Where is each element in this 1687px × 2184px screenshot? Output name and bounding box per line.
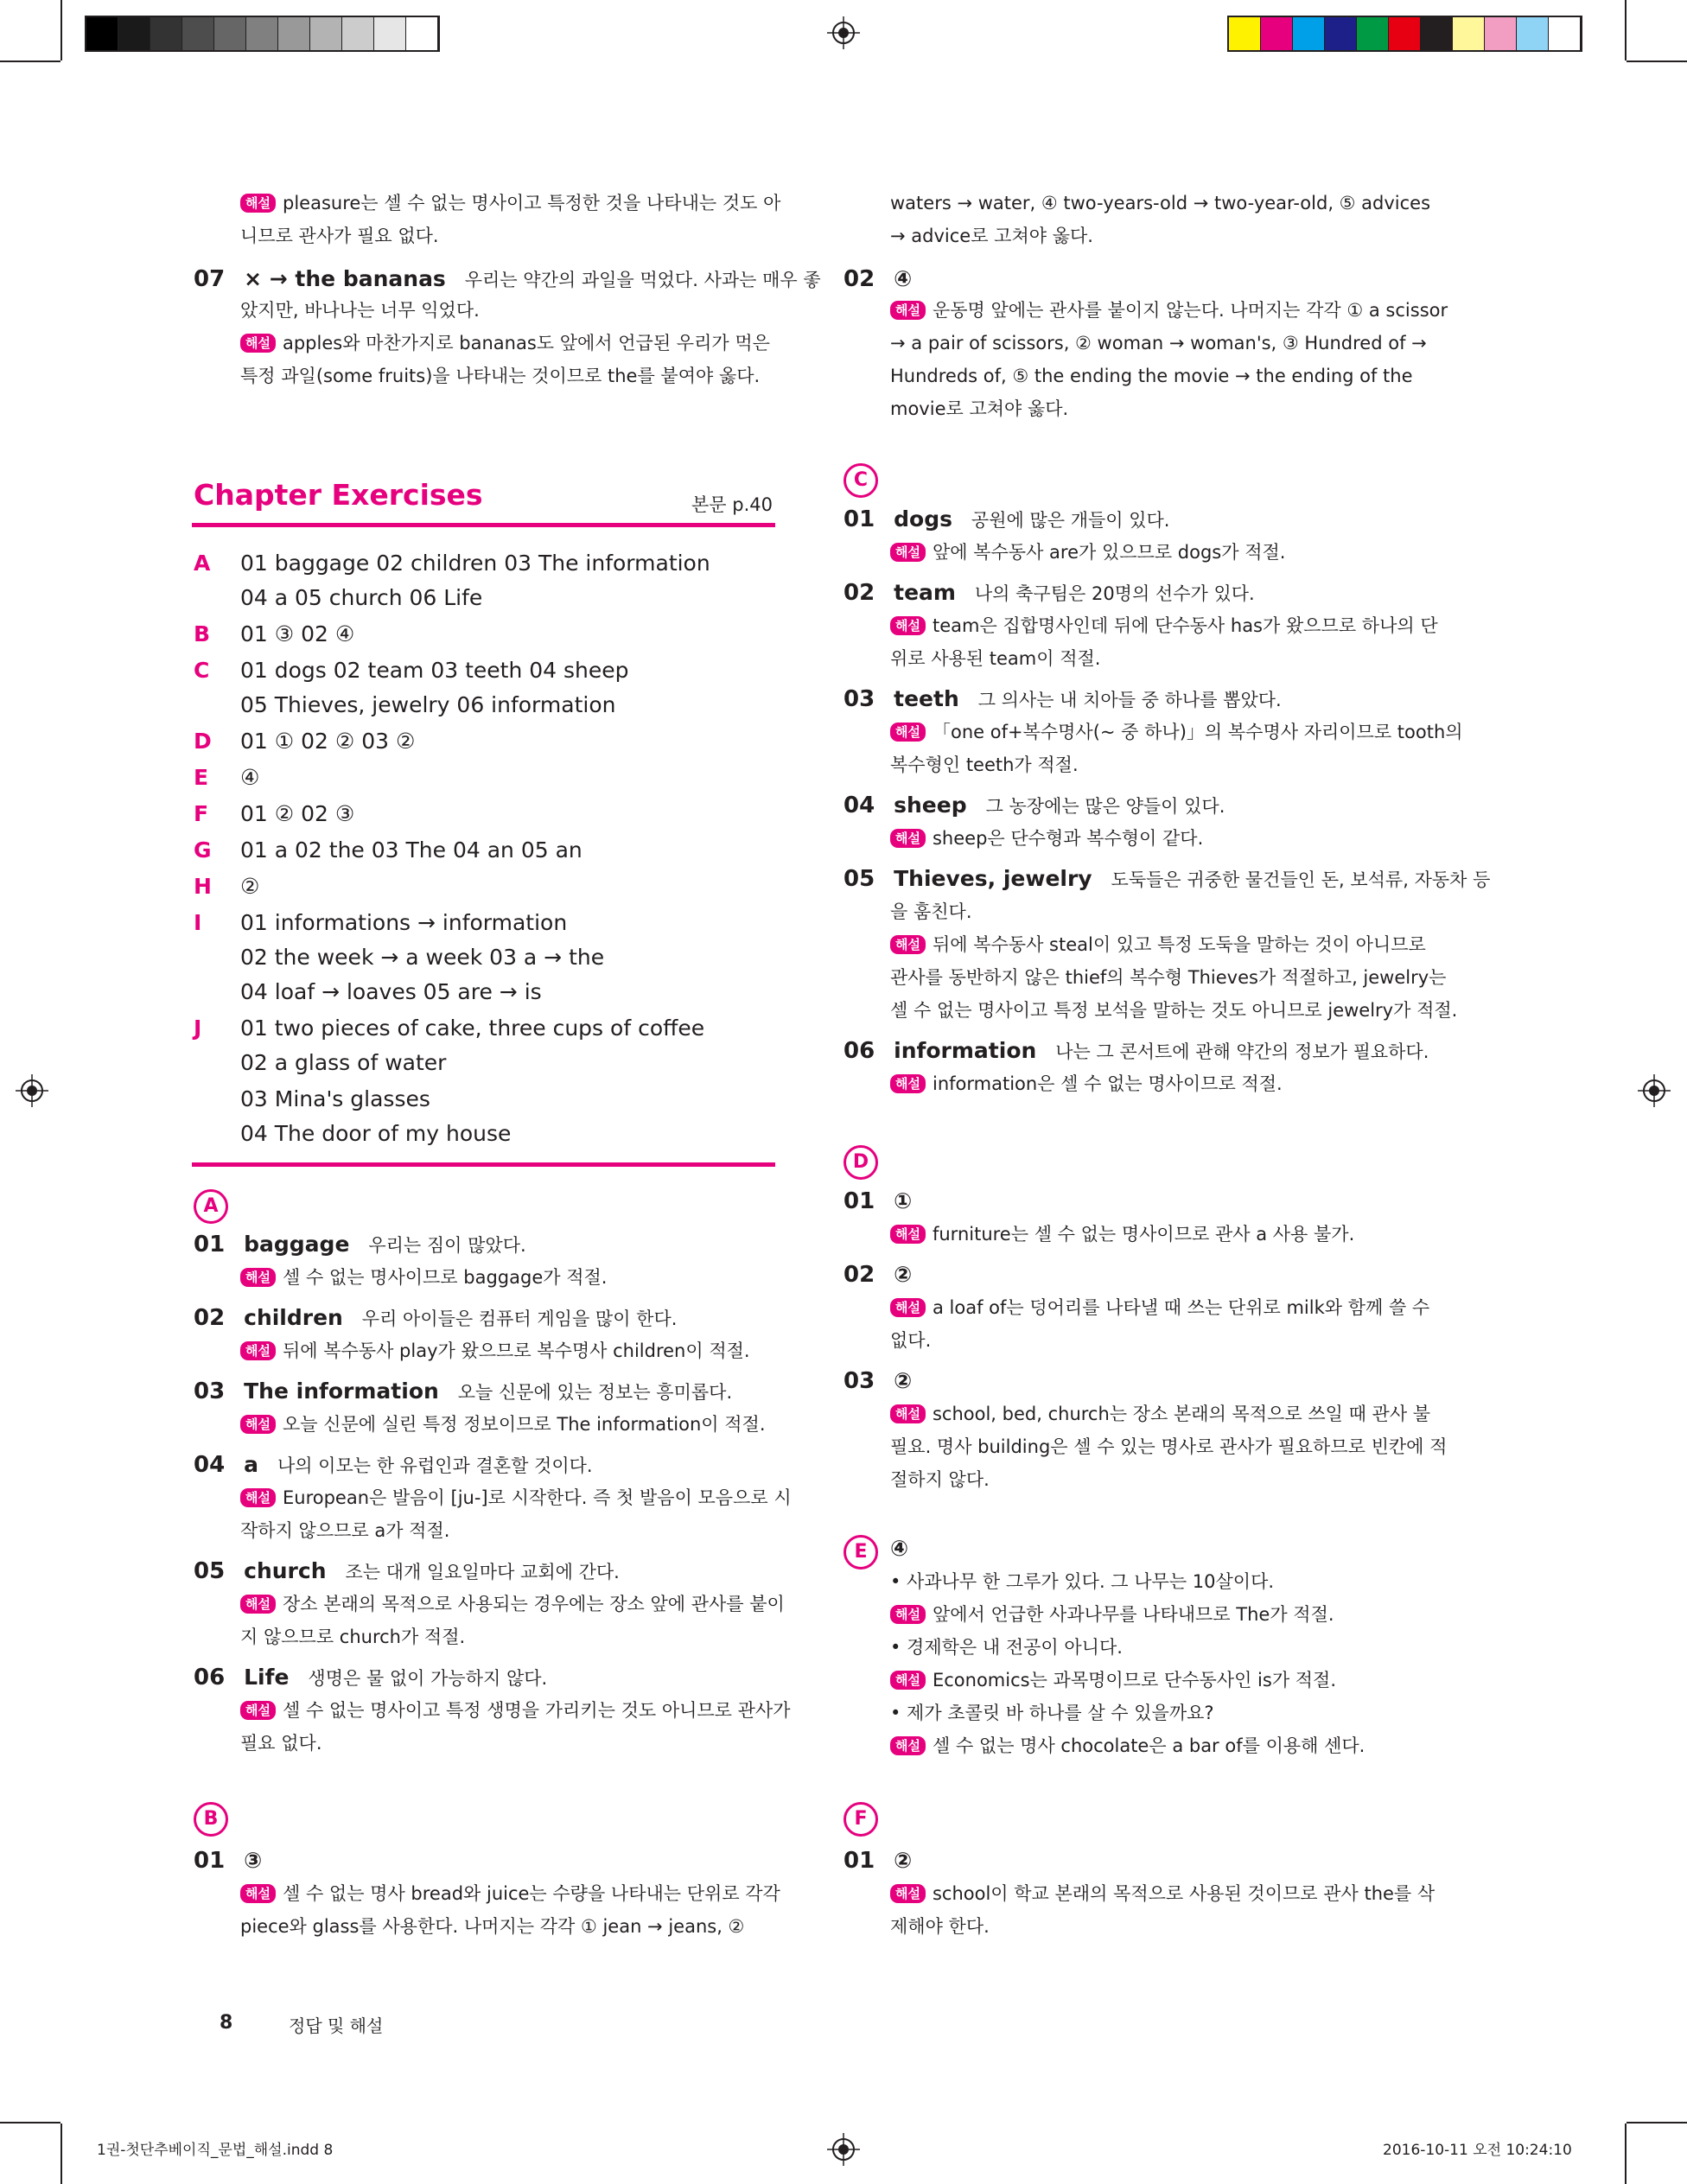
explanation-line: 해설 school이 학교 본래의 목적으로 사용된 것이므로 관사 the를 삭	[890, 1881, 1435, 1907]
summary-letter: J	[194, 1016, 202, 1041]
answer-line: 01 ②	[844, 1848, 913, 1874]
grayscale-bar	[85, 16, 440, 52]
explanation-line: 해설 앞에 복수동사 are가 있으므로 dogs가 적절.	[890, 539, 1285, 565]
explanation-tag: 해설	[890, 543, 926, 562]
summary-answers: 01 ② 02 ③	[240, 801, 355, 826]
item-number: 04	[194, 1452, 226, 1478]
answer-line	[194, 1558, 620, 1585]
e-row: 해설 Economics는 과목명이므로 단수동사인 is가 적절.	[890, 1667, 1336, 1693]
answer-line	[844, 1262, 912, 1289]
explanation-tag: 해설	[240, 1701, 276, 1720]
explanation-line: piece와 glass를 사용한다. 나머지는 각각 ① jean → jeans, ②	[240, 1916, 745, 1937]
page-number: 8	[220, 2012, 233, 2034]
translation-line: 았지만, 바나나는 너무 익었다.	[240, 300, 480, 321]
chapter-title: Chapter Exercises	[194, 478, 483, 512]
answer-line: 01 ③	[194, 1848, 263, 1874]
summary-answers: 01 two pieces of cake, three cups of coffee	[240, 1016, 705, 1041]
summary-letter: D	[194, 729, 212, 754]
item-number: 03	[844, 686, 875, 712]
explanation-tag: 해설	[890, 616, 926, 635]
item-translation: 공원에 많은 개들이 있다.	[971, 510, 1170, 531]
explanation-line: 해설 운동명 앞에는 관사를 붙이지 않는다. 나머지는 각각 ① a scissor	[890, 297, 1448, 323]
explanation-line: movie로 고쳐야 옳다.	[890, 398, 1069, 419]
explanation-line: 복수형인 teeth가 적절.	[890, 755, 1079, 775]
crop-mark	[60, 0, 62, 60]
chapter-page-ref: 본문 p.40	[691, 494, 773, 515]
explanation-tag: 해설	[890, 1736, 926, 1755]
answer-line	[844, 1038, 1429, 1065]
summary-letter: B	[194, 621, 211, 646]
explanation-line: Hundreds of, ⑤ the ending the movie → the ending of the	[890, 366, 1413, 386]
explanation-tag: 해설	[240, 1341, 276, 1360]
summary-letter: A	[194, 551, 211, 576]
item-number: 03	[844, 1368, 875, 1394]
answer-line	[194, 1665, 547, 1691]
answer-line	[194, 1379, 732, 1405]
item-number: 02	[844, 1262, 875, 1288]
answer-line	[844, 793, 1225, 819]
explanation-tag: 해설	[240, 1884, 276, 1903]
item-number: 05	[844, 866, 875, 892]
answer-line	[194, 1232, 526, 1258]
crop-mark	[60, 2124, 62, 2184]
summary-answers: 04 loaf → loaves 05 are → is	[240, 979, 542, 1004]
explanation-line: 해설 school, bed, church는 장소 본래의 목적으로 쓰일 때 관사 불	[890, 1401, 1430, 1427]
answer-line: 07 × → the bananas 우리는 약간의 과일을 먹었다. 사과는 매우 좋	[194, 266, 821, 292]
item-translation: 나의 이모는 한 유럽인과 결혼할 것이다.	[277, 1455, 593, 1476]
item-number: 06	[844, 1038, 875, 1064]
item-translation: 조는 대개 일요일마다 교회에 간다.	[345, 1562, 620, 1582]
summary-answers: 01 informations → information	[240, 910, 568, 935]
explanation-line: 제해야 한다.	[890, 1916, 990, 1937]
explanation-line: 해설 information은 셀 수 없는 명사이므로 적절.	[890, 1071, 1283, 1097]
item-answer: ①	[894, 1188, 913, 1213]
explanation-tag: 해설	[240, 1595, 276, 1614]
explanation-line: 해설 「one of+복수명사(~ 중 하나)」의 복수명사 자리이므로 tooth의	[890, 719, 1463, 745]
summary-answers: 01 baggage 02 children 03 The information	[240, 551, 710, 576]
summary-answers: ④	[240, 765, 260, 790]
explanation-line: 해설 오늘 신문에 실린 특정 정보이므로 The information이 적절.	[240, 1411, 766, 1437]
section-label-d: D	[844, 1145, 878, 1180]
explanation-line: 해설 뒤에 복수동사 steal이 있고 특정 도둑을 말하는 것이 아니므로	[890, 932, 1426, 958]
crop-mark	[0, 2122, 60, 2124]
summary-answers: 02 a glass of water	[240, 1050, 447, 1075]
explanation-tag: 해설	[890, 1298, 926, 1317]
section-label-a: A	[194, 1189, 228, 1224]
explanation-line: 절하지 않다.	[890, 1469, 990, 1490]
section-label-e: E	[844, 1535, 878, 1570]
item-number: 01	[844, 1188, 875, 1214]
explanation-line: 해설 뒤에 복수동사 play가 왔으므로 복수명사 children이 적절.	[240, 1338, 750, 1364]
summary-answers: ②	[240, 874, 260, 899]
answer-line	[194, 1452, 593, 1479]
item-translation: 나의 축구팀은 20명의 선수가 있다.	[974, 583, 1255, 604]
explanation-tag: 해설	[890, 1884, 926, 1903]
e-row: 해설 셀 수 없는 명사 chocolate은 a bar of를 이용해 센다.	[890, 1733, 1365, 1759]
chapter-rule-bottom	[192, 1162, 775, 1167]
item-number: 05	[194, 1558, 226, 1584]
item-answer: information	[894, 1038, 1037, 1063]
explanation-line: → a pair of scissors, ② woman → woman's, ③ Hundred of →	[890, 333, 1427, 353]
explanation-line: 해설 sheep은 단수형과 복수형이 같다.	[890, 825, 1203, 851]
e-row: • 경제학은 내 전공이 아니다.	[890, 1637, 1123, 1658]
item-translation: 그 농장에는 많은 양들이 있다.	[985, 796, 1225, 817]
explanation-tag: 해설	[890, 935, 926, 954]
explanation-line: waters → water, ④ two-years-old → two-year-old, ⑤ advices	[890, 193, 1431, 213]
slug-left: 1권-첫단추베이직_문법_해설.indd 8	[97, 2142, 334, 2159]
explanation-line: 필요 없다.	[240, 1733, 322, 1754]
summary-answers: 01 ③ 02 ④	[240, 621, 355, 646]
registration-mark-icon	[1638, 1074, 1671, 1107]
item-answer: children	[244, 1305, 343, 1330]
section-label-f: F	[844, 1802, 878, 1837]
item-number: 06	[194, 1665, 226, 1691]
item-translation: 생명은 물 없이 가능하지 않다.	[308, 1668, 548, 1689]
explanation-line: 해설 team은 집합명사인데 뒤에 단수동사 has가 왔으므로 하나의 단	[890, 613, 1438, 639]
crop-mark	[0, 60, 60, 62]
item-answer: dogs	[894, 506, 952, 532]
color-bar	[1227, 16, 1582, 52]
answer-line	[844, 1188, 912, 1215]
item-answer: church	[244, 1558, 327, 1583]
translation-line: 을 훔친다.	[890, 901, 972, 922]
item-answer: team	[894, 580, 956, 605]
summary-answers: 05 Thieves, jewelry 06 information	[240, 692, 616, 717]
summary-answers: 04 a 05 church 06 Life	[240, 585, 483, 610]
explanation-tag: 해설	[890, 1074, 926, 1093]
explanation-tag: 해설	[890, 301, 926, 320]
summary-letter: H	[194, 874, 212, 899]
section-e-answer: ④	[890, 1536, 909, 1561]
answer-line	[194, 1305, 677, 1332]
summary-letter: C	[194, 658, 210, 683]
item-answer: ②	[894, 1368, 913, 1393]
item-translation: 나는 그 콘서트에 관해 약간의 정보가 필요하다.	[1055, 1041, 1429, 1062]
answer-line	[844, 1368, 912, 1395]
explanation-line: 지 않으므로 church가 적절.	[240, 1627, 466, 1647]
explanation-line: 해설 셀 수 없는 명사 bread와 juice는 수량을 나타내는 단위로 각각	[240, 1881, 780, 1907]
summary-answers: 01 dogs 02 team 03 teeth 04 sheep	[240, 658, 629, 683]
summary-letter: G	[194, 837, 212, 863]
explanation-tag: 해설	[890, 1404, 926, 1423]
registration-mark-icon	[827, 2133, 860, 2166]
item-number: 04	[844, 793, 875, 818]
e-row: • 제가 초콜릿 바 하나를 살 수 있을까요?	[890, 1703, 1214, 1723]
answer-line: 02 ④	[844, 266, 913, 292]
explanation-tag: 해설	[240, 1415, 276, 1434]
e-row: • 사과나무 한 그루가 있다. 그 나무는 10살이다.	[890, 1571, 1275, 1592]
item-translation: 우리 아이들은 컴퓨터 게임을 많이 한다.	[361, 1308, 678, 1329]
summary-letter: F	[194, 801, 209, 826]
answer-line	[844, 866, 1490, 893]
slug-right: 2016-10-11 오전 10:24:10	[1383, 2142, 1572, 2159]
crop-mark	[1625, 0, 1627, 60]
item-answer: ②	[894, 1262, 913, 1287]
explanation-line: 해설 장소 본래의 목적으로 사용되는 경우에는 장소 앞에 관사를 붙이	[240, 1591, 785, 1617]
item-translation: 도둑들은 귀중한 물건들인 돈, 보석류, 자동차 등	[1111, 869, 1491, 890]
e-row: 해설 앞에서 언급한 사과나무를 나타내므로 The가 적절.	[890, 1601, 1334, 1627]
explanation-tag: 해설	[240, 1488, 276, 1507]
explanation-line: 해설 셀 수 없는 명사이므로 baggage가 적절.	[240, 1264, 607, 1290]
registration-mark-icon	[827, 16, 860, 49]
crop-mark	[1627, 60, 1687, 62]
explanation-line: 관사를 동반하지 않은 thief의 복수형 Thieves가 적절하고, jewelry는	[890, 967, 1447, 988]
chapter-rule-top	[192, 523, 775, 527]
explanation-tag: 해설	[890, 723, 926, 742]
crop-mark	[1627, 2122, 1687, 2124]
explanation-line: 해설 European은 발음이 [ju-]로 시작한다. 즉 첫 발음이 모음으로 시	[240, 1485, 792, 1511]
explanation-tag: 해설	[890, 1671, 926, 1690]
item-translation: 오늘 신문에 있는 정보는 흥미롭다.	[457, 1382, 733, 1403]
item-answer: The information	[244, 1379, 439, 1404]
answer-line	[844, 506, 1169, 533]
item-number: 01	[194, 1232, 226, 1258]
summary-answers: 02 the week → a week 03 a → the	[240, 945, 605, 970]
explanation-line: 작하지 않으므로 a가 적절.	[240, 1520, 450, 1541]
section-label-b: B	[194, 1802, 228, 1837]
summary-letter: I	[194, 910, 202, 935]
explanation-line: 셀 수 없는 명사이고 특정 보석을 말하는 것도 아니므로 jewelry가 적절.	[890, 1000, 1458, 1021]
explanation-tag: 해설	[240, 1268, 276, 1287]
explanation-line: 필요. 명사 building은 셀 수 있는 명사로 관사가 필요하므로 빈칸에 적	[890, 1436, 1448, 1457]
explanation-line: 니므로 관사가 필요 없다.	[240, 226, 439, 246]
explanation-tag: 해설	[240, 194, 276, 213]
answer-line	[844, 686, 1282, 713]
item-translation: 우리는 짐이 많았다.	[368, 1235, 526, 1256]
item-answer: sheep	[894, 793, 967, 818]
explanation-tag: 해설	[890, 829, 926, 848]
section-label-c: C	[844, 463, 878, 498]
explanation-line: 해설 apples와 마찬가지로 bananas도 앞에서 언급된 우리가 먹은	[240, 330, 770, 356]
explanation-line: 해설 셀 수 없는 명사이고 특정 생명을 가리키는 것도 아니므로 관사가	[240, 1697, 791, 1723]
item-number: 03	[194, 1379, 226, 1404]
summary-answers: 03 Mina's glasses	[240, 1086, 430, 1111]
item-number: 02	[844, 580, 875, 606]
explanation-tag: 해설	[890, 1225, 926, 1244]
explanation-line: 없다.	[890, 1330, 932, 1351]
item-translation: 그 의사는 내 치아들 중 하나를 뽑았다.	[977, 690, 1282, 710]
item-answer: Life	[244, 1665, 290, 1690]
explanation-tag: 해설	[890, 1605, 926, 1624]
registration-mark-icon	[16, 1074, 48, 1107]
item-answer: baggage	[244, 1232, 350, 1257]
summary-answers: 01 a 02 the 03 The 04 an 05 an	[240, 837, 582, 863]
explanation-line: → advice로 고쳐야 옳다.	[890, 226, 1093, 246]
explanation-line: 특정 과일(some fruits)을 나타내는 것이므로 the를 붙여야 옳다.	[240, 366, 761, 386]
item-answer: a	[244, 1452, 258, 1477]
explanation-line: 위로 사용된 team이 적절.	[890, 648, 1101, 669]
summary-answers: 04 The door of my house	[240, 1121, 512, 1146]
explanation-line: 해설 a loaf of는 덩어리를 나타낼 때 쓰는 단위로 milk와 함께 쓸 수	[890, 1295, 1429, 1321]
item-number: 01	[844, 506, 875, 532]
item-answer: Thieves, jewelry	[894, 866, 1092, 891]
explanation-line: 해설 pleasure는 셀 수 없는 명사이고 특정한 것을 나타내는 것도 아	[240, 190, 780, 216]
summary-letter: E	[194, 765, 209, 790]
item-answer: teeth	[894, 686, 959, 711]
summary-answers: 01 ① 02 ② 03 ②	[240, 729, 416, 754]
explanation-line: 해설 furniture는 셀 수 없는 명사이므로 관사 a 사용 불가.	[890, 1221, 1354, 1247]
footer-title: 정답 및 해설	[289, 2015, 384, 2036]
item-number: 02	[194, 1305, 226, 1331]
crop-mark	[1625, 2124, 1627, 2184]
explanation-tag: 해설	[240, 334, 276, 353]
answer-line	[844, 580, 1255, 607]
